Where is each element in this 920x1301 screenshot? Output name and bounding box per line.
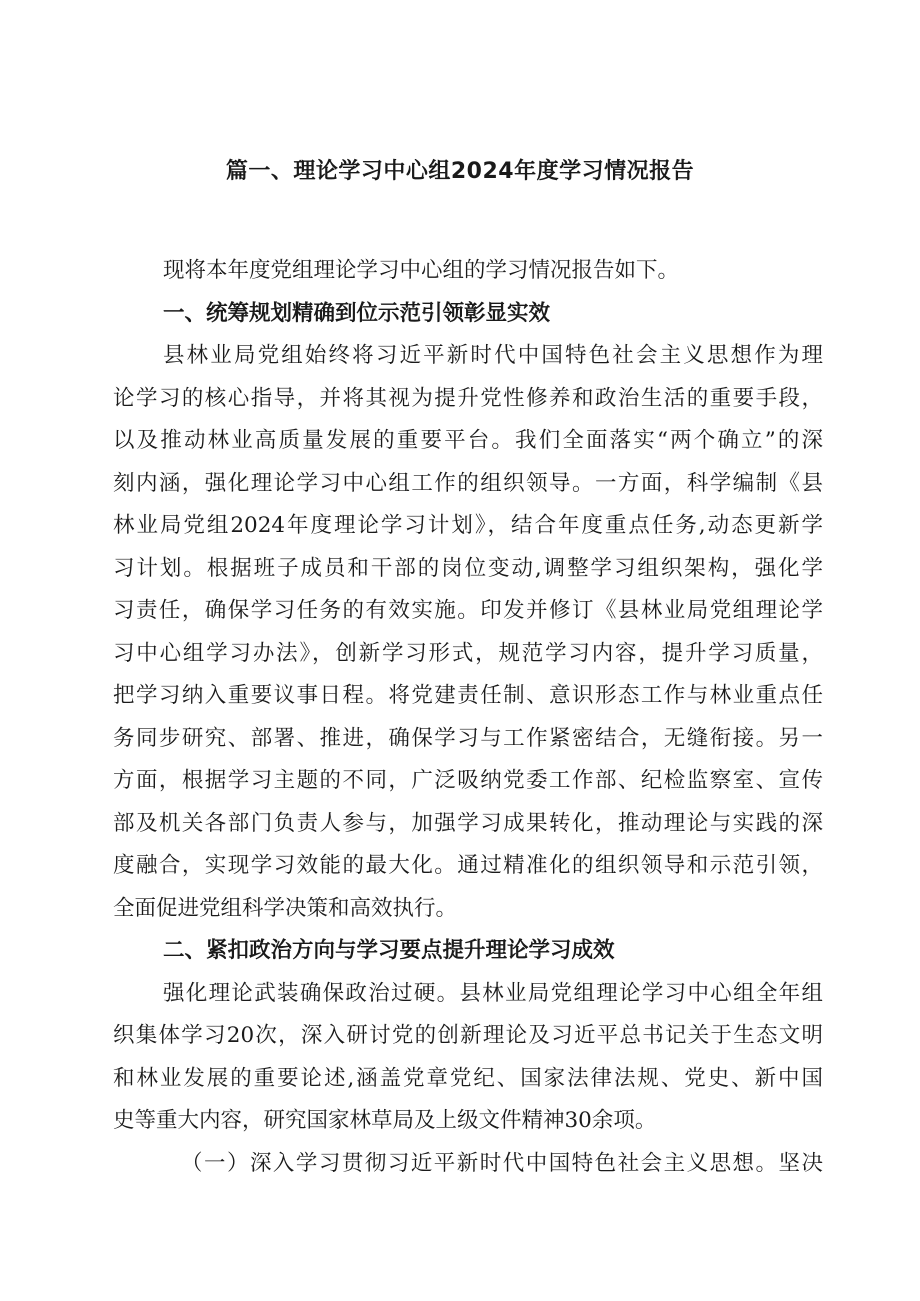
paragraph-line: 织集体学习20次，深入研讨党的创新理论及习近平总书记关于生态文明 bbox=[113, 1023, 823, 1048]
paragraph-line: 史等重大内容，研究国家林草局及上级文件精神30余项。 bbox=[113, 1108, 657, 1133]
paragraph-line: 林业局党组2024年度理论学习计划》，结合年度重点任务,动态更新学 bbox=[113, 513, 823, 538]
paragraph-line: 度融合，实现学习效能的最大化。通过精准化的组织领导和示范引领， bbox=[113, 853, 823, 878]
section-2-paragraph bbox=[113, 973, 823, 1143]
paragraph-line: 刻内涵，强化理论学习中心组工作的组织领导。一方面，科学编制《县 bbox=[113, 470, 823, 496]
subsection-1-first-line: （一）深入学习贯彻习近平新时代中国特色社会主义思想。坚决 bbox=[181, 1150, 823, 1176]
intro-paragraph: 现将本年度党组理论学习中心组的学习情况报告如下。 bbox=[163, 258, 680, 283]
paragraph-line: 习中心组学习办法》，创新学习形式，规范学习内容，提升学习质量， bbox=[113, 640, 823, 666]
paragraph-line: 把学习纳入重要议事日程。将党建责任制、意识形态工作与林业重点任 bbox=[113, 683, 823, 708]
paragraph-line: 习责任，确保学习任务的有效实施。印发并修订《县林业局党组理论学 bbox=[113, 598, 823, 623]
paragraph-line: 习计划。根据班子成员和干部的岗位变动,调整学习组织架构，强化学 bbox=[113, 555, 823, 581]
section-1-paragraph bbox=[113, 335, 823, 930]
paragraph-line: 强化理论武装确保政治过硬。县林业局党组理论学习中心组全年组 bbox=[163, 980, 823, 1006]
paragraph-line: 以及推动林业高质量发展的重要平台。我们全面落实“两个确立”的深 bbox=[113, 428, 823, 453]
paragraph-line: 论学习的核心指导，并将其视为提升党性修养和政治生活的重要手段， bbox=[113, 385, 823, 411]
paragraph-line: 县林业局党组始终将习近平新时代中国特色社会主义思想作为理 bbox=[163, 343, 823, 368]
document-title: 篇一、理论学习中心组2024年度学习情况报告 bbox=[225, 159, 695, 184]
paragraph-line: 全面促进党组科学决策和高效执行。 bbox=[113, 895, 458, 921]
section-2-heading: 二、紧扣政治方向与学习要点提升理论学习成效 bbox=[163, 938, 615, 963]
paragraph-line: 方面，根据学习主题的不同，广泛吸纳党委工作部、纪检监察室、宣传 bbox=[113, 768, 823, 793]
paragraph-line: 务同步研究、部署、推进，确保学习与工作紧密结合，无缝衔接。另一 bbox=[113, 725, 823, 751]
section-1-heading: 一、统筹规划精确到位示范引领彰显实效 bbox=[163, 300, 551, 326]
paragraph-line: 部及机关各部门负责人参与，加强学习成果转化，推动理论与实践的深 bbox=[113, 810, 823, 836]
paragraph-line: 和林业发展的重要论述,涵盖党章党纪、国家法律法规、党史、新中国 bbox=[113, 1065, 823, 1091]
document-body bbox=[113, 250, 823, 1185]
